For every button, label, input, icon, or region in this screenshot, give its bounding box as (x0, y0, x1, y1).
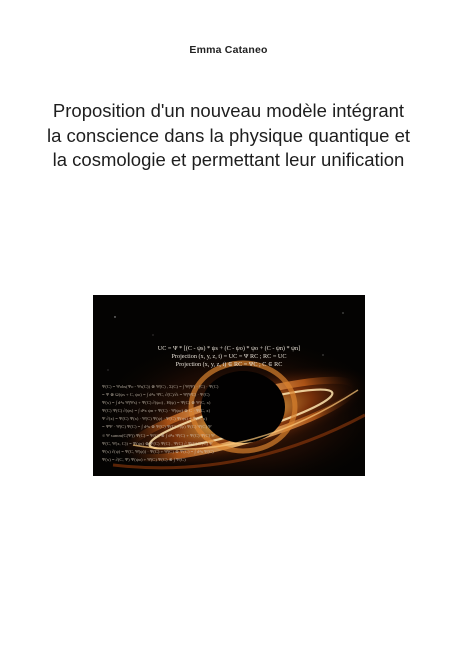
formula-line: Ψ(x) = ∫ d⁴x Ψ(Ψs) + Ψ(C) ∂(ψo) , H(ψ) = Ψ(C) ⊗ Ψ(C, x) (102, 400, 211, 406)
formula-line: Ψ(C) Ψ(C) ∂(ψs) = ∫ d⁴x ψn + Ψ(C) · Ψ(ψo) ⊗ C · Ψ(C, x) (102, 408, 211, 414)
title-line: la conscience dans la physique quantique et (46, 124, 411, 146)
book-title (20, 99, 437, 173)
formula-line: Ψ(C) = Ψobs(Ψo - Ψs(C)) ⊗ Ψ(C) , Σ(C) = ∫ Ψ(Ψ) · (C) · Ψ(C) (102, 384, 219, 389)
cover-equation: Projection (x, y, z, t) ∈ RC = ΨC ; C ∈ RC (175, 361, 283, 368)
formula-line: = Ψ ⊗ Ω(ψs + C, ψo) = ∫ d⁴x ΨC, ∂(C)/∂t = Ψ(ΨC) · Ψ(C) (102, 392, 210, 398)
cover-formula-block (102, 383, 356, 464)
cover-equation: UC = Ψ * [(C - ψs) * ψs + (C - ψo) * ψo + (C - ψn) * ψn] (157, 345, 301, 352)
formula-line: = ΨΨ · Ψ(C) Ψ(C) = ∫ d⁴x ⊗ Ψ(C) Ψ(C) ∂(ψ) Ψ(C) Ψ(C) Ψ (102, 424, 212, 430)
title-line: la cosmologie et permettant leur unification (52, 149, 405, 170)
formula-line: Ψ(x) = ∂(C, Ψ) Ψ(ψo) + Ψ(C) Ψ(C) ⊗ ∫ Ψ(C) (102, 456, 186, 462)
formula-line: Ψ(x) ∂(ψ) = Ψ(C, Ψ(ψ)) · Ψ(C) + Ψ(C) ⊗ Ψ(C) = ∫ d⁴x Ψ(C) (102, 448, 214, 454)
cover-illustration (93, 295, 365, 476)
formula-line: Ψ(C, Ψ(x, C)) = Ψ(ψs) ⊗ Ψ(C) Ψ(C) , Ψ(C) ∂ Ψ(C) Ψ(C) Ψ (102, 440, 213, 446)
formula-line: Ψ ∂(x) = Ψ(C) Ψ(x) · Ψ(C) Ψ(ψ) · Ψ(C) Ψ(ψs) = Ψ(C, x) (102, 416, 207, 422)
title-line: Proposition d'un nouveau modèle intégrant (52, 100, 405, 121)
author-name: Emma Cataneo (189, 44, 268, 56)
formula-line: ∝ Ψ summ(C(Ψ)) Ψ(C) = Ψ(C) ⊗ ∫ d⁴x Ψ(C) + Ψ(C) Ψ(C) Ψ (102, 432, 215, 438)
cover-equation: Projection (x, y, z, t) = UC = Ψ RC ; RC = UC (171, 353, 287, 360)
